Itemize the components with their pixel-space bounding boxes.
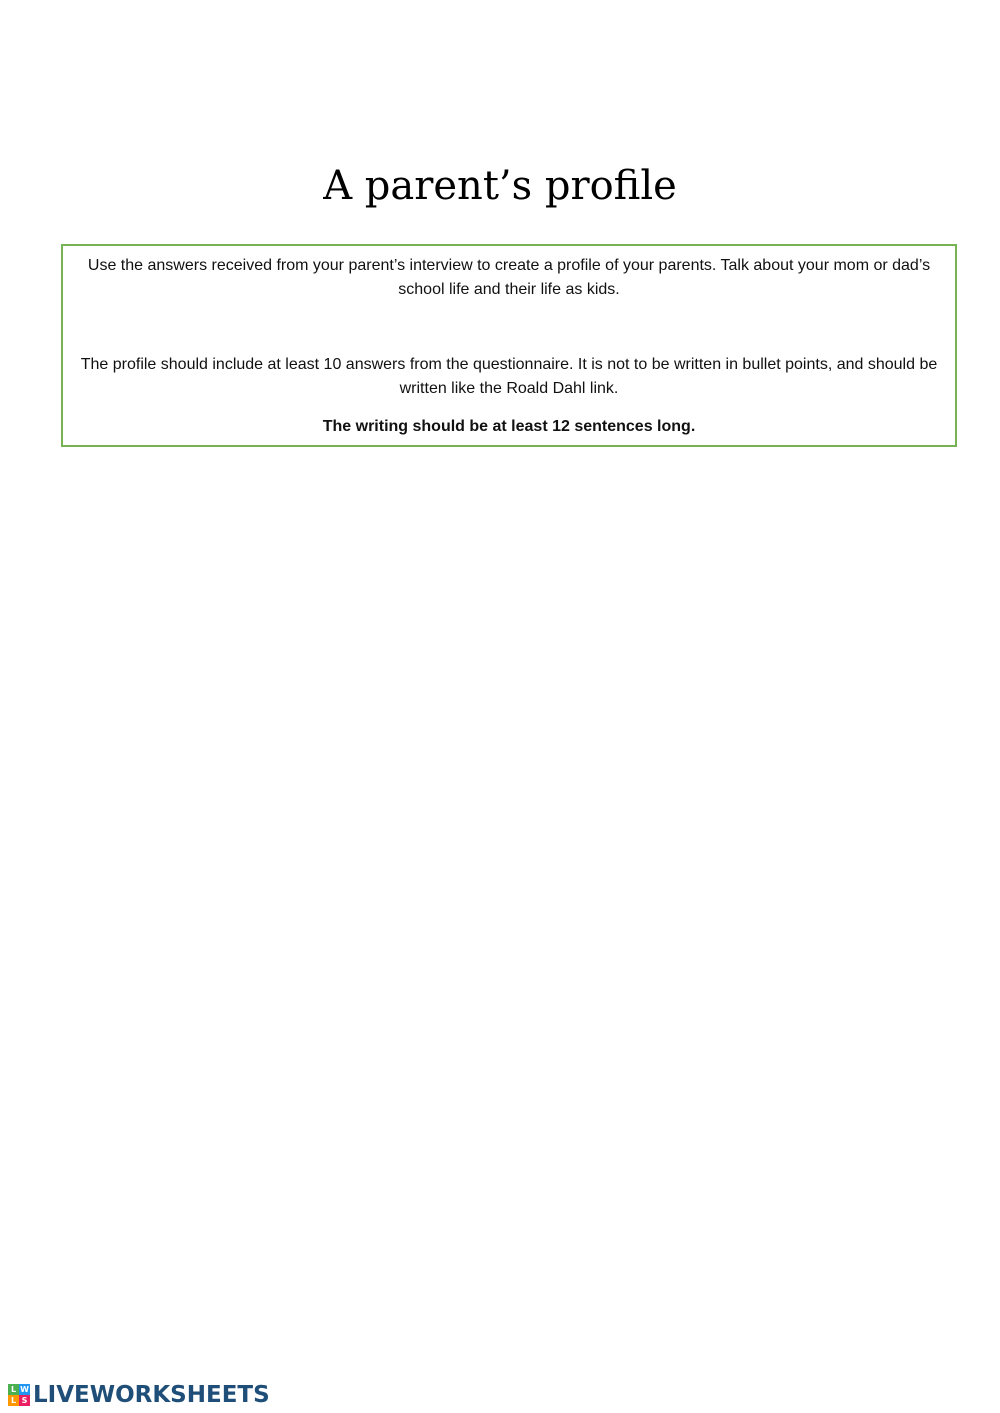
page-title: A parent’s profile xyxy=(323,163,677,209)
instruction-paragraph-1: Use the answers received from your parent’s interview to create a profile of your parents. Talk about your mom or dad’s school life and their life as kids. xyxy=(87,257,931,298)
logo-mark-cell: L xyxy=(8,1384,19,1395)
logo-mark-cell: S xyxy=(19,1395,30,1406)
liveworksheets-logo[interactable] xyxy=(8,1381,270,1409)
logo-mark-icon xyxy=(8,1384,30,1406)
instruction-paragraph-2: The profile should include at least 10 answers from the questionnaire. It is not to be written in bullet points, and should be written like the Roald Dahl link. xyxy=(80,356,938,397)
logo-text: LIVEWORKSHEETS xyxy=(33,1382,270,1408)
instruction-requirement: The writing should be at least 12 sentences long. xyxy=(322,418,696,435)
logo-mark-cell: L xyxy=(8,1395,19,1406)
logo-mark-cell: W xyxy=(20,1385,29,1394)
instruction-box xyxy=(61,244,957,447)
